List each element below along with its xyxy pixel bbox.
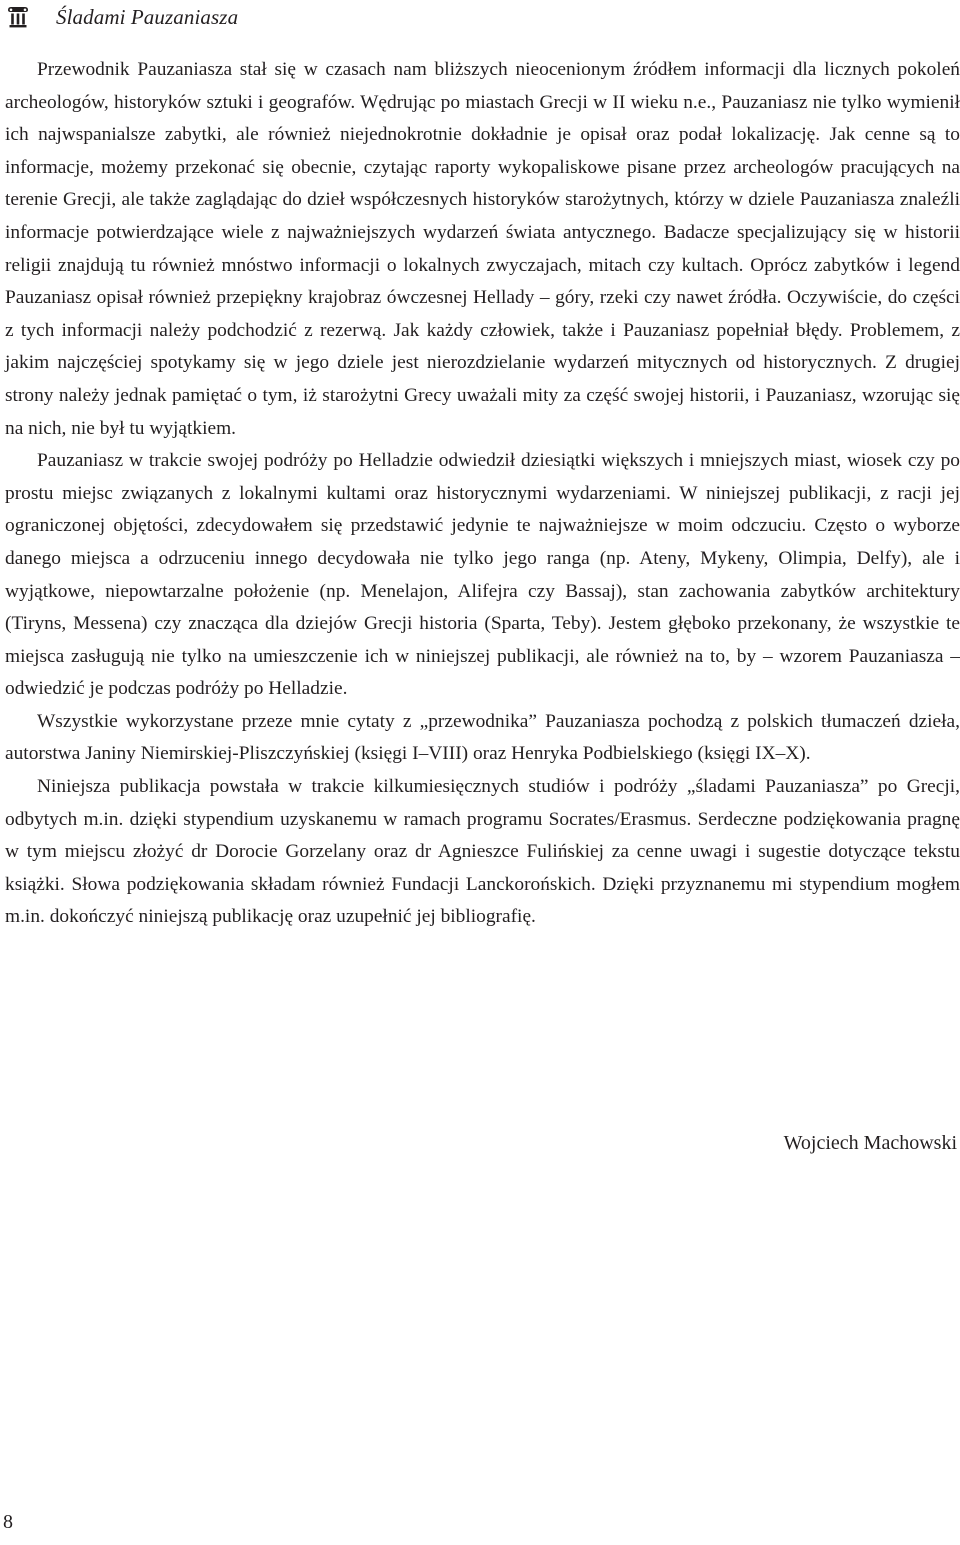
page-number: 8 (3, 1511, 13, 1533)
author-signature: Wojciech Machowski (783, 1132, 957, 1154)
body-text (5, 54, 960, 934)
paragraph-2: Pauzaniasz w trakcie swojej podróży po Helladzie odwiedził dziesiątki większych i mniejszych miast, wiosek czy po prostu miejsc związanych z lokalnymi kultami oraz historycznymi wydarzeniami. W niniejszej publikacji, z racji jej ograniczonej objętości, zdecydowałem się przedstawić jedynie te najważniejsze w moim odczuciu. Często o wyborze danego miejsca a odrzuceniu innego decydowała nie tylko jego ranga (np. Ateny, Mykeny, Olimpia, Delfy), ale i wyjątkowe, niepowtarzalne położenie (np. Menelajon, Alifejra czy Bassaj), stan zachowania zabytków architektury (Tiryns, Messena) czy znacząca dla dziejów Grecji historia (Sparta, Teby). Jestem głęboko przekonany, że wszystkie te miejsca zasługują nie tylko na umieszczenie ich w niniejszej publikacji, ale również na to, by – wzorem Pauzaniasza – odwiedzić je podczas podróży po Helladzie. (5, 450, 960, 700)
running-header (7, 2, 238, 32)
paragraph-1: Przewodnik Pauzaniasza stał się w czasach nam bliższych nieocenionym źródłem informacji dla licznych pokoleń archeologów, historyków sztuki i geografów. Wędrując po miastach Grecji w II wieku n.e., Pauzaniasz nie tylko wymienił ich najwspanialsze zabytki, ale również niejednokrotnie dokładnie je opisał oraz podał lokalizację. Jak cenne są to informacje, możemy przekonać się obecnie, czytając raporty wykopaliskowe pisane przez archeologów pracujących na terenie Grecji, ale także zaglądając do dzieł współczesnych historyków starożytnych, którzy w dziele Pauzaniasza znaleźli informacje potwierdzające wiele z najważniejszych wydarzeń świata antycznego. Badacze specjalizujący się w historii religii znajdują tu również mnóstwo informacji o lokalnych zwyczajach, mitach czy kultach. Oprócz zabytków i legend Pauzaniasz opisał również przepiękny krajobraz ówczesnej Hellady – góry, rzeki czy nawet źródła. Oczywiście, do części z tych informacji należy podchodzić z rezerwą. Jak każdy człowiek, także i Pauzaniasz popełniał błędy. Problemem, z jakim najczęściej spotykamy się w jego dziele jest nierozdzielanie wydarzeń mitycznych od historycznych. Z drugiej strony należy jednak pamiętać o tym, iż starożytni Grecy uważali mity za część swojej historii, i Pauzaniasz, wzorując się na nich, nie był tu wyjątkiem. (5, 59, 960, 439)
paragraph-3: Wszystkie wykorzystane przeze mnie cytaty z „przewodnika” Pauzaniasza pochodzą z polskich tłumaczeń dzieła, autorstwa Janiny Niemirskiej-Pliszczyńskiej (księgi I–VIII) oraz Henryka Podbielskiego (księgi IX–X). (5, 710, 960, 765)
column-icon (7, 6, 29, 28)
running-header-title: Śladami Pauzaniasza (56, 4, 239, 29)
paragraph-4: Niniejsza publikacja powstała w trakcie kilkumiesięcznych studiów i podróży „śladami Pauzaniasza” po Grecji, odbytych m.in. dzięki stypendium uzyskanemu w ramach programu Socrates/Erasmus. Serdeczne podziękowania pragnę w tym miejscu złożyć dr Dorocie Gorzelany oraz dr Agnieszce Fulińskiej za cenne uwagi i sugestie dotyczące tekstu książki. Słowa podziękowania składam również Fundacji Lanckorońskich. Dzięki przyznanemu mi stypendium mogłem m.in. dokończyć niniejszą publikację oraz uzupełnić jej bibliografię. (5, 776, 960, 928)
